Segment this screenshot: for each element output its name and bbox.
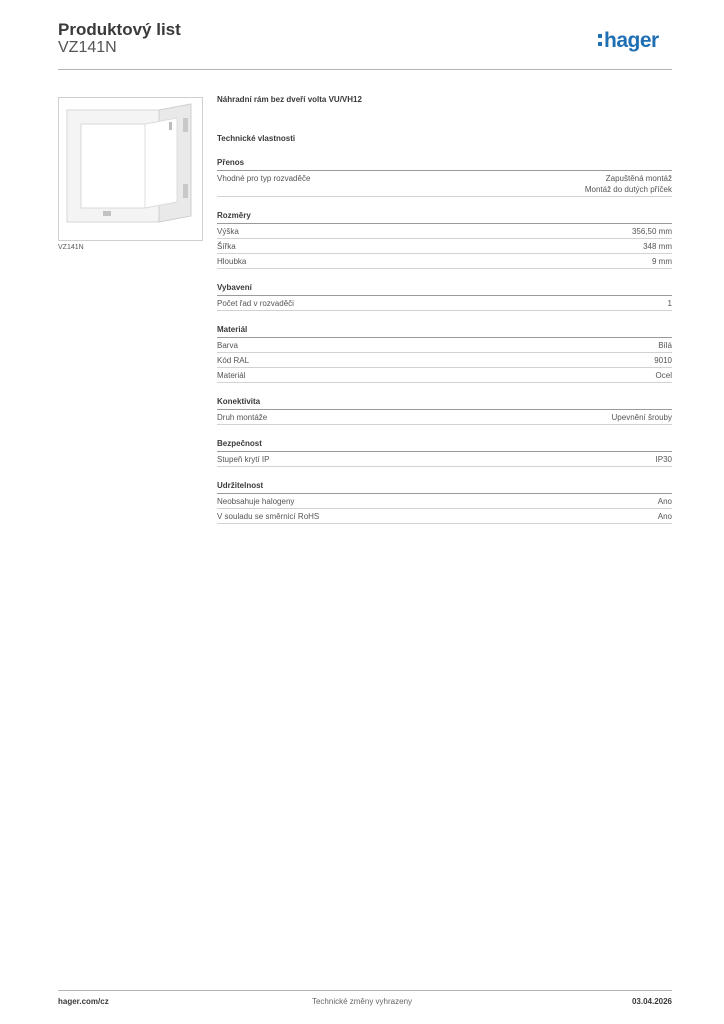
spec-section [217,210,672,269]
spec-row [217,224,672,239]
spec-value: 1 [667,298,672,308]
spec-label: Materiál [217,370,246,380]
spec-label: Neobsahuje halogeny [217,496,295,506]
section-title: Konektivita [217,396,672,410]
spec-label: Šířka [217,241,236,251]
spec-value: Upevnění šrouby [611,412,672,422]
spec-section [217,324,672,383]
spec-content [217,94,672,537]
spec-section [217,157,672,197]
spec-row [217,509,672,524]
section-title: Přenos [217,157,672,171]
spec-label: Kód RAL [217,355,250,365]
section-title: Vybavení [217,282,672,296]
product-code: VZ141N [58,39,117,56]
section-title: Bezpečnost [217,438,672,452]
spec-label: Výška [217,226,239,236]
page-title: Produktový list [58,20,181,39]
spec-value: 9010 [654,355,672,365]
product-image [58,97,203,241]
product-description: Náhradní rám bez dveří volta VU/VH12 [217,95,362,104]
spec-label: V souladu se směrnicí RoHS [217,511,320,521]
spec-value: Ano [657,496,672,506]
spec-row [217,368,672,383]
section-title: Rozměry [217,210,672,224]
spec-section [217,480,672,524]
spec-value: Bílá [658,340,672,350]
section-title: Udržitelnost [217,480,672,494]
svg-text:hager: hager [604,29,659,52]
spec-value: 9 mm [652,256,672,266]
spec-label: Hloubka [217,256,247,266]
footer-website[interactable]: hager.com/cz [58,997,109,1006]
hager-logo [598,25,678,57]
spec-label: Barva [217,340,238,350]
spec-section [217,282,672,311]
spec-label: Stupeň krytí IP [217,454,270,464]
header-divider [58,69,672,70]
section-title: Materiál [217,324,672,338]
spec-sections [217,157,672,524]
footer-notice: Technické změny vyhrazeny [311,997,413,1006]
spec-section [217,438,672,467]
tech-properties-heading: Technické vlastnosti [217,134,296,143]
spec-value: 356,50 mm [631,226,672,236]
spec-row [217,239,672,254]
spec-row [217,452,672,467]
spec-row [217,494,672,509]
footer-divider [58,990,672,991]
spec-value: IP30 [655,454,672,464]
image-caption: VZ141N [58,244,84,251]
spec-label: Počet řad v rozvaděči [217,298,294,308]
spec-row [217,353,672,368]
spec-row [217,254,672,269]
spec-row [217,296,672,311]
spec-row [217,338,672,353]
spec-row [217,410,672,425]
spec-value: 348 mm [643,241,672,251]
spec-label: Vhodné pro typ rozvaděče [217,173,311,183]
spec-value: Zapuštěná montáž Montáž do dutých příček [584,173,672,194]
spec-value: Ano [657,511,672,521]
footer-date: 03.04.2026 [631,997,672,1006]
spec-row [217,171,672,197]
spec-label: Druh montáže [217,412,268,422]
spec-value: Ocel [655,370,672,380]
spec-section [217,396,672,425]
